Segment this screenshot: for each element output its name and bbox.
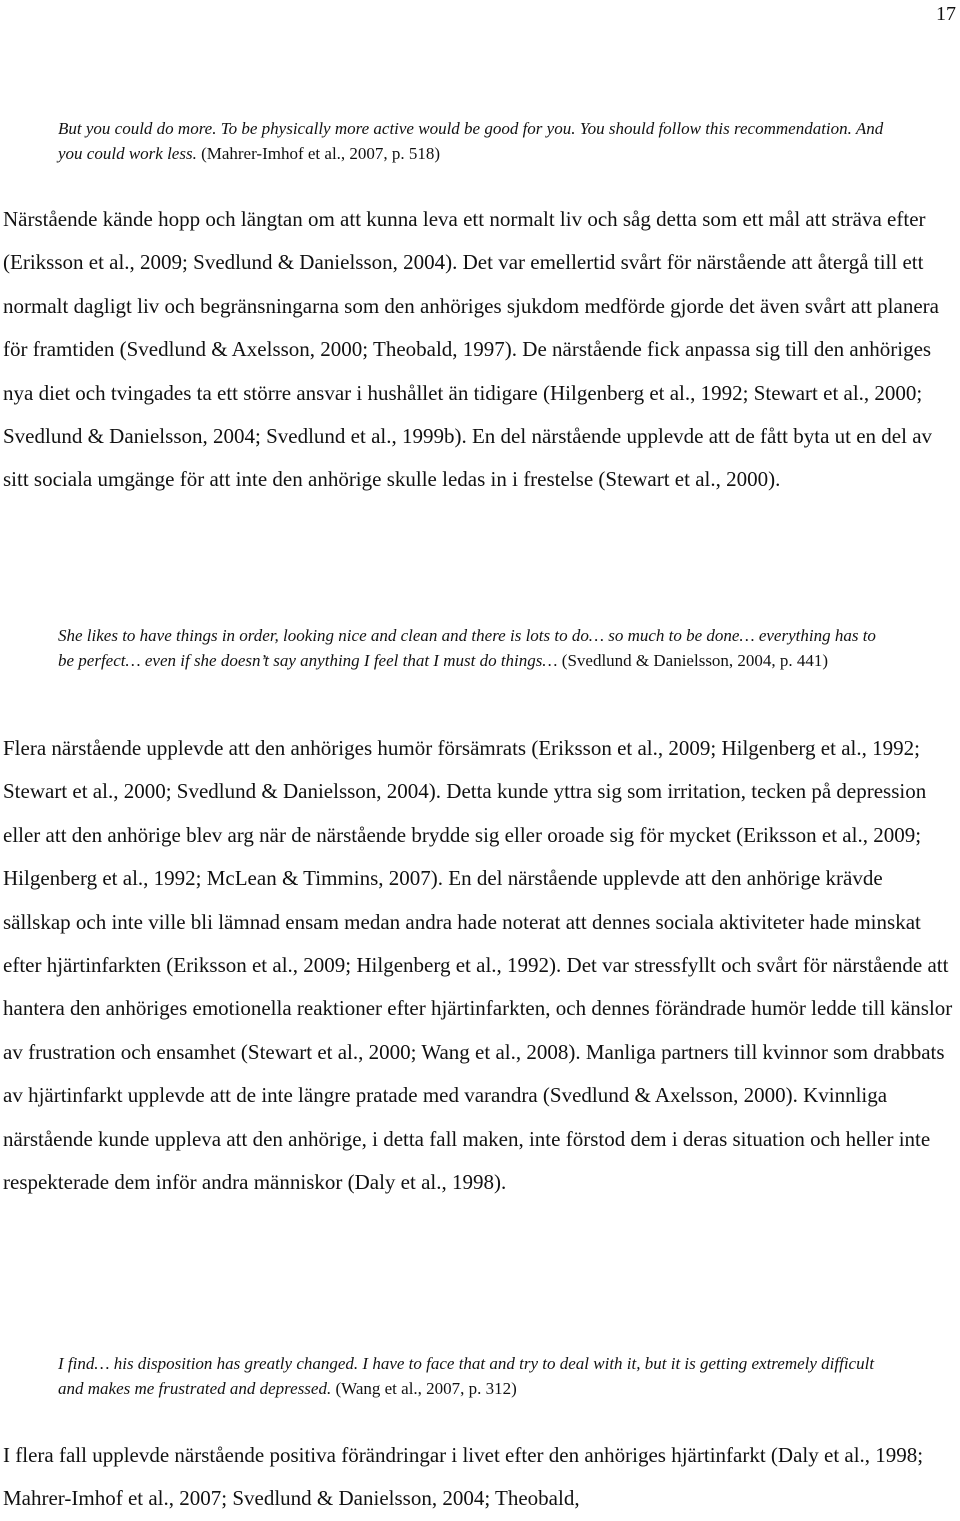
body-paragraph: Närstående kände hopp och längtan om att kunna leva ett normalt liv och såg detta som ett mål att sträva efter (Eriksson et al., 2009; Svedlund & Danielsson, 2004). Det var emellertid svårt för närstående att återgå till ett normalt dagligt liv och begränsningarna som den anhöriges sjukdom medförde gjorde det även svårt att planera för framtiden (Svedlund & Axelsson, 2000; Theobald, 1997). De närstående fick anpassa sig till den anhöriges nya diet och tvingades ta ett större ansvar i hushållet än tidigare (Hilgenberg et al., 1992; Stewart et al., 2000; Svedlund & Danielsson, 2004; Svedlund et al., 1999b). En del närstående upplevde att de fått byta ut en del av sitt sociala umgänge för att inte den anhörige skulle ledas in i frestelse (Stewart et al., 2000). [3, 207, 939, 492]
quote-citation: (Wang et al., 2007, p. 312) [331, 1378, 517, 1398]
quote-citation: (Svedlund & Danielsson, 2004, p. 441) [557, 650, 829, 670]
quote-citation: (Mahrer-Imhof et al., 2007, p. 518) [196, 143, 441, 163]
block-quote [58, 117, 888, 166]
quote-text: But you could do more. To be physically more active would be good for you. You should follow this recommendation. And you could work less. [58, 119, 884, 163]
block-quote [58, 624, 888, 673]
page-number: 17 [936, 3, 956, 25]
quote-text: She likes to have things in order, looking nice and clean and there is lots to do… so much to be done… everything has to be perfect… even if she doesn’t say anything I feel that I must do things… [58, 626, 876, 670]
quote-text: I find… his disposition has greatly changed. I have to face that and try to deal with it, but it is getting extremely difficult and makes me frustrated and depressed. [58, 1354, 875, 1398]
body-paragraph: Flera närstående upplevde att den anhöriges humör försämrats (Eriksson et al., 2009; Hilgenberg et al., 1992; Stewart et al., 2000; Svedlund & Danielsson, 2004). Detta kunde yttra sig som irritation, tecken på depression eller att den anhörige blev arg när de närstående brydde sig eller oroade sig för mycket (Eriksson et al., 2009; Hilgenberg et al., 1992; McLean & Timmins, 2007). En del närstående upplevde att den anhörige krävde sällskap och inte ville bli lämnad ensam medan andra hade noterat att dennes sociala aktiviteter hade minskat efter hjärtinfarkten (Eriksson et al., 2009; Hilgenberg et al., 1992). Det var stressfyllt och svårt för närstående att hantera den anhöriges emotionella reaktioner efter hjärtinfarkten, och dennes förändrade humör ledde till känslor av frustration och ensamhet (Stewart et al., 2000; Wang et al., 2008). Manliga partners till kvinnor som drabbats av hjärtinfarkt upplevde att de inte längre pratade med varandra (Svedlund & Axelsson, 2000). Kvinnliga närstående kunde uppleva att den anhörige, i detta fall maken, inte förstod dem i deras situation och heller inte respekterade dem inför andra människor (Daly et al., 1998). [3, 736, 953, 1195]
body-paragraph: I flera fall upplevde närstående positiva förändringar i livet efter den anhöriges hjärtinfarkt (Daly et al., 1998; Mahrer-Imhof et al., 2007; Svedlund & Danielsson, 2004; Theobald, [3, 1443, 924, 1511]
block-quote [58, 1352, 888, 1401]
